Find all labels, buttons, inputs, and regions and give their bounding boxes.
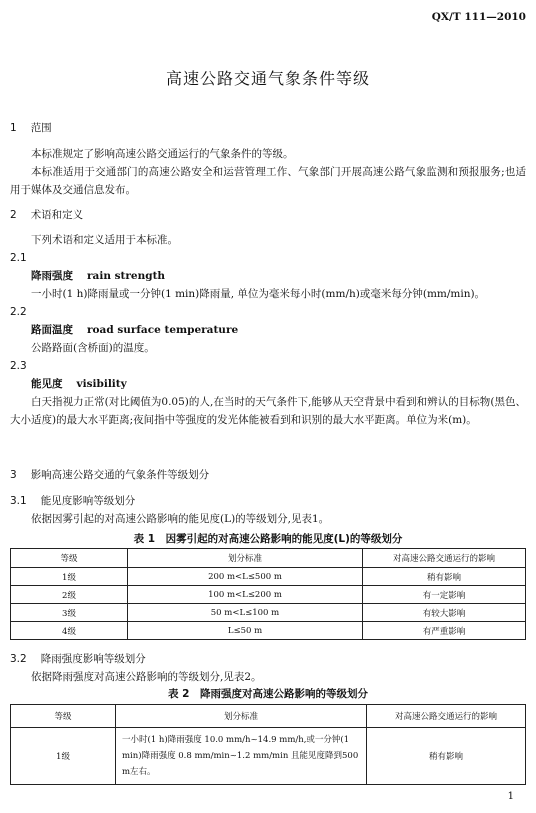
section-1-para-2: 本标准适用于交通部门的高速公路安全和运营管理工作、气象部门开展高速公路气象监测和预报服务;也适用于媒体及交通信息发布。 (10, 166, 526, 196)
term-2-1-definition: 一小时(1 h)降雨量或一分钟(1 min)降雨量, 单位为毫米每小时(mm/h)或毫米每分钟(mm/min)。 (31, 288, 486, 300)
term-2-3-number: 2.3 (10, 360, 27, 372)
table-1-header-cell: 划分标准 (128, 549, 363, 568)
table-row: 3级 50 m<L≤100 m 有较大影响 (11, 604, 526, 622)
section-1-heading: 1 范围 (10, 122, 52, 134)
section-2 (10, 206, 526, 429)
page-number: 1 (507, 791, 514, 802)
section-1-para-1: 本标准规定了影响高速公路交通运行的气象条件的等级。 (31, 148, 294, 160)
section-1 (10, 119, 526, 199)
term-2-2-number: 2.2 (10, 306, 27, 318)
table-row: 2级 100 m<L≤200 m 有一定影响 (11, 586, 526, 604)
table-row: 4级 L≤50 m 有严重影响 (11, 622, 526, 640)
section-2-heading: 2 术语和定义 (10, 209, 84, 221)
term-2-3-title: 能见度 visibility (31, 378, 127, 390)
table-row: 1级 200 m<L≤500 m 稍有影响 (11, 568, 526, 586)
section-3 (10, 466, 526, 528)
table-1-header-cell: 对高速公路交通运行的影响 (363, 549, 526, 568)
term-2-2-definition: 公路路面(含桥面)的温度。 (31, 342, 155, 354)
section-3-2 (10, 650, 526, 686)
document-title: 高速公路交通气象条件等级 (165, 69, 370, 88)
table-2-caption: 表 2 降雨强度对高速公路影响的等级划分 (168, 688, 368, 700)
table-1-caption: 表 1 因雾引起的对高速公路影响的能见度(L)的等级划分 (133, 533, 403, 545)
table-1-header-row (11, 549, 526, 568)
section-3-2-heading: 3.2 降雨强度影响等级划分 (10, 653, 146, 665)
term-2-3-definition: 白天指视力正常(对比阈值为0.05)的人,在当时的天气条件下,能够从天空背景中看到和辨认的目标物(黑色、大小适度)的最大水平距离;夜间指中等强度的发光体能被看到和识别的最大水平距离。单位为米(m)。 (10, 396, 526, 426)
section-2-intro: 下列术语和定义适用于本标准。 (31, 234, 178, 246)
standard-number: QX/T 111—2010 (431, 11, 526, 23)
table-1-header-cell: 等级 (11, 549, 128, 568)
section-3-heading: 3 影响高速公路交通的气象条件等级划分 (10, 469, 210, 481)
table-2 (10, 704, 526, 785)
table-2-header-cell: 划分标准 (116, 705, 367, 728)
term-2-1-title: 降雨强度 rain strength (31, 270, 166, 282)
table-row: 1级 一小时(1 h)降雨强度 10.0 mm/h~14.9 mm/h,或一分钟(1 min)降雨强度 0.8 mm/min~1.2 mm/min 且能见度降到500 m左右。 稍有影响 (11, 728, 526, 785)
table-2-header-row (11, 705, 526, 728)
section-3-1-heading: 3.1 能见度影响等级划分 (10, 495, 136, 507)
term-2-2-title: 路面温度 road surface temperature (31, 324, 239, 336)
section-3-1-intro: 依据因雾引起的对高速公路影响的能见度(L)的等级划分,见表1。 (31, 513, 330, 525)
table-2-header-cell: 对高速公路交通运行的影响 (367, 705, 526, 728)
term-2-1-number: 2.1 (10, 252, 27, 264)
section-3-2-intro: 依据降雨强度对高速公路影响的等级划分,见表2。 (31, 671, 262, 683)
table-1 (10, 548, 526, 640)
table-2-header-cell: 等级 (11, 705, 116, 728)
